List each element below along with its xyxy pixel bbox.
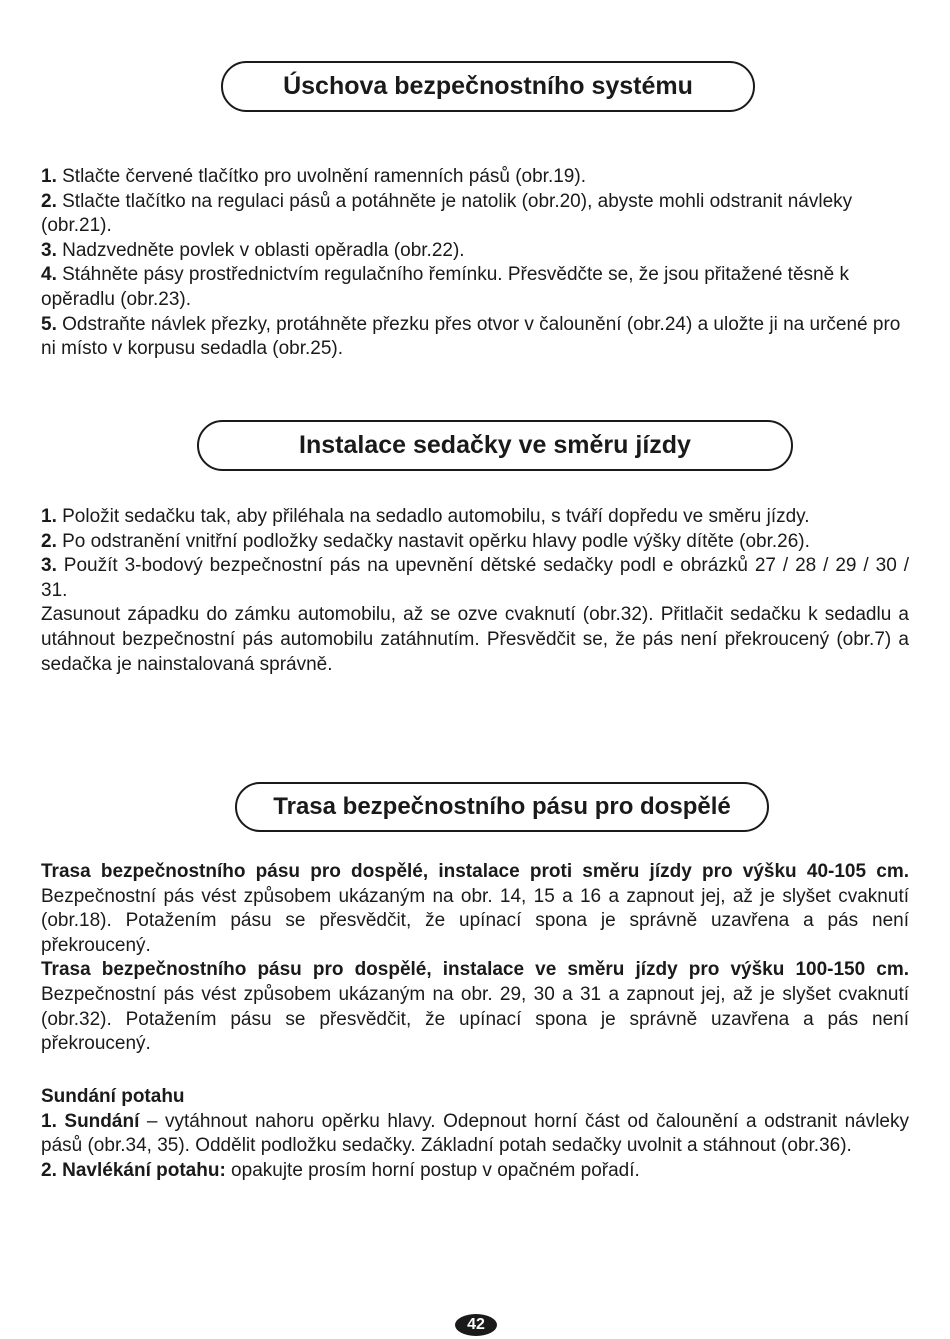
subheading: Sundání potahu — [41, 1086, 185, 1107]
list-item: 3. Použít 3-bodový bezpečnostní pás na upevnění dětské sedačky podl e obrázků 27 / 28 / 29 / 30 / 31. — [41, 555, 909, 601]
list-item: 1. Položit sedačku tak, aby přiléhala na sedadlo automobilu, s tváří dopředu ve směru jízdy. — [41, 506, 810, 527]
paragraph: Trasa bezpečnostního pásu pro dospělé, instalace proti směru jízdy pro výšku 40-105 cm. Bezpečnostní pás vést způsobem ukázaným na obr. 14, 15 a 16 a zapnout jej, až je slyšet cvaknutí (obr.18). Potažením pásu se přesvědčit, že upínací spona je správně uzavřena a pás není překroucený. — [41, 861, 909, 956]
section-title: Trasa bezpečnostního pásu pro dospělé — [273, 793, 731, 820]
list-item: 3. Nadzvedněte povlek v oblasti opěradla (obr.22). — [41, 239, 465, 261]
list-item: 1. Stlačte červené tlačítko pro uvolnění ramenních pásů (obr.19). — [41, 166, 586, 187]
section-title-box — [221, 61, 755, 112]
list-item: 2. Stlačte tlačítko na regulaci pásů a potáhněte je natolik (obr.20), abyste mohli odstranit návleky (obr.21). — [41, 190, 853, 237]
section-title: Úschova bezpečnostního systému — [283, 72, 693, 100]
list-item: 4. Stáhněte pásy prostřednictvím regulačního řemínku. Přesvědčte se, že jsou přitažené těsně k opěradlu (obr.23). — [41, 264, 849, 310]
note-paragraph: Zasunout západku do zámku automobilu, až se ozve cvaknutí (obr.32). Přitlačit sedačku k sedadlu a utáhnout bezpečnostní pás automobilu zatáhnutím. Přesvědčit se, že pás není překroucený (obr.7) a sedačka je nainstalovaná správně. — [41, 604, 909, 675]
page-number: 42 — [455, 1314, 497, 1336]
section-title-box — [235, 782, 769, 832]
instruction-list — [41, 505, 909, 677]
instruction-list — [41, 165, 909, 362]
list-item: 2. Po odstranění vnitřní podložky sedačky nastavit opěrku hlavy podle výšky dítěte (obr.26). — [41, 530, 810, 552]
section-title-box — [197, 420, 793, 471]
belt-routing-text — [41, 860, 909, 1057]
list-item: 5. Odstraňte návlek přezky, protáhněte přezku přes otvor v čalounění (obr.24) a uložte ji na určené pro ni místo v korpusu sedadla (obr.25). — [41, 313, 901, 360]
paragraph: Trasa bezpečnostního pásu pro dospělé, instalace ve směru jízdy pro výšku 100-150 cm. Bezpečnostní pás vést způsobem ukázaným na obr. 29, 30 a 31 a zapnout jej, až je slyšet cvaknutí (obr.32). Potažením pásu se přesvědčit, že upínací spona je správně uzavřena a pás není překroucený. — [41, 959, 909, 1055]
paragraph: 2. Navlékání potahu: opakujte prosím horní postup v opačném pořadí. — [41, 1159, 640, 1181]
section-title: Instalace sedačky ve směru jízdy — [299, 431, 691, 459]
cover-removal-text — [41, 1085, 909, 1183]
paragraph: 1. Sundání – vytáhnout nahoru opěrku hlavy. Odepnout horní část od čalounění a odstranit návleky pásů (obr.34, 35). Oddělit podložku sedačky. Základní potah sedačky uvolnit a stáhnout (obr.36). — [41, 1110, 909, 1157]
